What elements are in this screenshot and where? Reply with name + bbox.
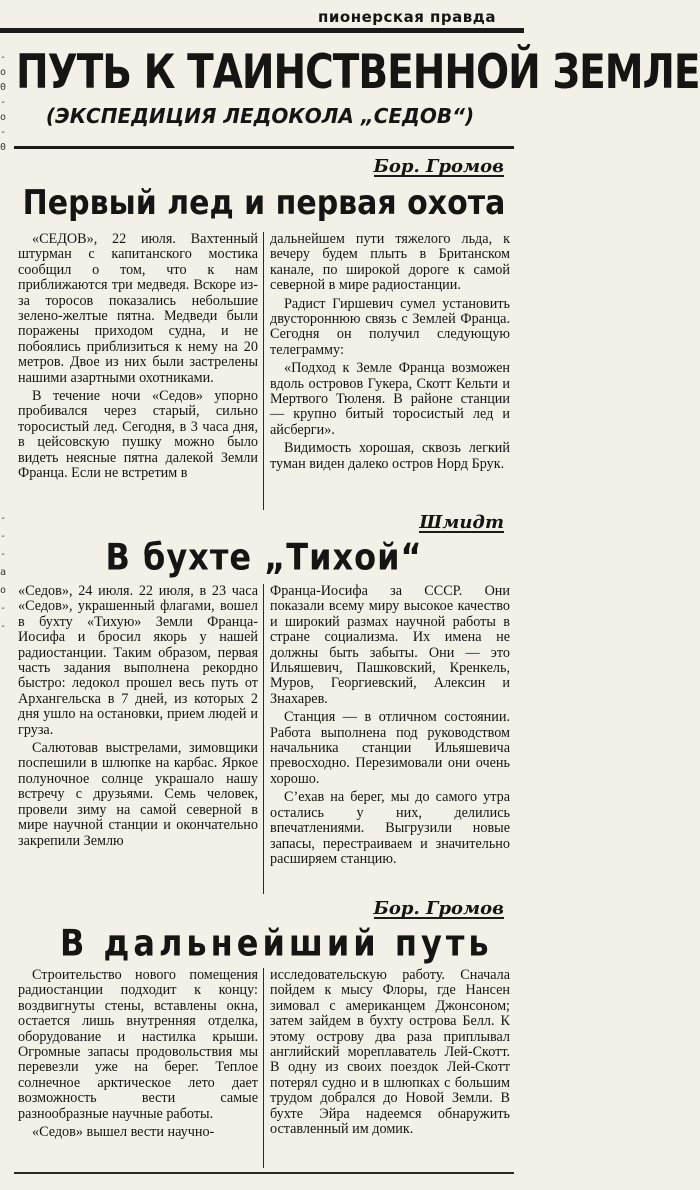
byline-text: Шмидт xyxy=(419,512,504,533)
paragraph: «Седов» вышел вести научно- xyxy=(32,1124,215,1141)
article-2-column-right xyxy=(270,584,510,870)
paragraph: исследовательскую работу. Сначала пойдем к мысу Флоры, где Нансен зимовал с американцем Джонсоном; затем зайдем в бухту острова Белл. К этому острову два раза приплывал английский мореплаватель Лей-Скотт. В одну из своих поездок Лей-Скотт потерял судно и в шлюпках с большим трудом добрался до Новой Земли. В бухте Эйра надеемся обнаружить оставленный им домик. xyxy=(270,967,510,1138)
margin-fragment: - xyxy=(0,621,7,632)
margin-fragment: о xyxy=(0,112,7,123)
article-2-byline xyxy=(419,512,504,533)
paragraph: «Седов», 24 июля. 22 июля, в 23 часа «Седов», украшенный флагами, вошел в бухту «Тихую» Земли Франца-Иосифа и бросил якорь у нашей радиостанции. Таким образом, первая часть задания выполнена рекордно быстро: ледокол прошел весь путь от Архангельска в 7 дней, из которых 2 дня ушло на остановки, прием людей и груза. xyxy=(18,583,258,738)
subtitle: (ЭКСПЕДИЦИЯ ЛЕДОКОЛА „СЕДОВ“) xyxy=(45,104,475,128)
article-1-column-left xyxy=(18,232,258,485)
paragraph: Станция — в отличном состоянии. Работа выполнена под руководством начальника станции Ильяшевича превосходно. Перезимовали они очень хорошо. xyxy=(270,709,510,787)
article-2-headline: В бухте „Тихой“ xyxy=(105,535,423,579)
margin-fragment: - xyxy=(0,127,7,138)
margin-fragment: о xyxy=(0,67,7,78)
left-margin-fragments-lower xyxy=(0,510,12,636)
paragraph: Салютовав выстрелами, зимовщики поспешили в шлюпке на карбас. Яркое полуночное солнце украшало нашу встречу с друзьями. Семь человек, провели зиму на самой северной в мире научной станции и окончательно закрепили Землю xyxy=(18,740,258,849)
byline-text: Бор. Громов xyxy=(373,156,504,177)
paragraph: Франца-Иосифа за СССР. Они показали всему миру высокое качество и широкий размах научной работы в стране социализма. Их имена не должны быть забыты. Они — это Ильяшевич, Пашковский, Кренкель, Муров, Георгиевский, Алексин и Знахарев. xyxy=(270,583,510,707)
paragraph: Видимость хорошая, сквозь легкий туман виден далеко остров Норд Брук. xyxy=(270,440,510,472)
left-margin-fragments xyxy=(0,50,12,155)
article-1-byline xyxy=(374,156,504,177)
margin-fragment: - xyxy=(0,531,7,542)
margin-fragment: 0 xyxy=(0,142,7,153)
article-3-column-right xyxy=(270,968,510,1140)
margin-fragment: - xyxy=(0,52,7,63)
main-title: ПУТЬ К ТАИНСТВЕННОЙ ЗЕМЛЕ xyxy=(16,46,700,100)
section-rule xyxy=(14,146,514,149)
article-2-column-left xyxy=(18,584,258,852)
column-divider xyxy=(263,968,264,1168)
article-3-headline: В дальнейший путь xyxy=(60,921,493,965)
byline-text: Бор. Громов xyxy=(373,898,504,919)
margin-fragment: - xyxy=(0,549,7,560)
paragraph: С’ехав на берег, мы до самого утра остались у них, делились впечатлениями. Выгрузили новые запасы, перестраиваем и значительно расширяем станцию. xyxy=(270,789,510,867)
masthead-rule xyxy=(0,28,524,33)
margin-fragment: о xyxy=(0,585,7,596)
article-3-column-left xyxy=(18,968,258,1143)
article-1-column-right xyxy=(270,232,510,475)
paragraph: Радист Гиршевич сумел установить двустороннюю связь с Землей Франца. Сегодня он получил следующую телеграмму: xyxy=(270,295,510,358)
column-divider xyxy=(263,584,264,894)
masthead: пионерская правда xyxy=(312,8,502,26)
margin-fragment: а xyxy=(0,567,7,578)
column-divider xyxy=(263,232,264,510)
paragraph: «Подход к Земле Франца возможен вдоль островов Гукера, Скотт Кельти и Мертвого Тюленя. В районе станции — крупно битый торосистый лед и айсберги». xyxy=(270,360,510,438)
margin-fragment: - xyxy=(0,513,7,524)
margin-fragment: 0 xyxy=(0,82,7,93)
bottom-rule xyxy=(14,1172,514,1174)
margin-fragment: - xyxy=(0,603,7,614)
paragraph: дальнейшем пути тяжелого льда, к вечеру будем плыть в Британском канале, по широкой дороге к самой северной в мире радиостанции. xyxy=(270,231,510,294)
article-1-headline: Первый лед и первая охота xyxy=(22,183,506,224)
paragraph: В течение ночи «Седов» упорно пробивался через старый, сильно торосистый лед. Сегодня, в 3 часа дня, в цейсовскую пушку можно было видеть неясные пятна далекой Земли Франца. Если не встретим в xyxy=(18,388,258,482)
article-3-byline xyxy=(374,898,504,919)
paragraph: Строительство нового помещения радиостанции подходит к концу: воздвигнуты стены, вставлены окна, остается лишь внутренняя отделка, оборудование и настилка крыши. Огромные запасы продовольствия мы перевезли уже на берег. Теплое солнечное арктическое лето дает возможность вести самые разнообразные научные работы. xyxy=(18,967,258,1122)
margin-fragment: - xyxy=(0,97,7,108)
paragraph: «СЕДОВ», 22 июля. Вахтенный штурман с капитанского мостика сообщил о том, что к нам приближаются три медведя. Вскоре из-за торосов показались небольшие зелено-желтые пятна. Медведи были поражены приходом судна, и не побоялись приблизиться к нему на 20 метров. Двое из них были застрелены нашими азартными охотниками. xyxy=(18,231,258,386)
